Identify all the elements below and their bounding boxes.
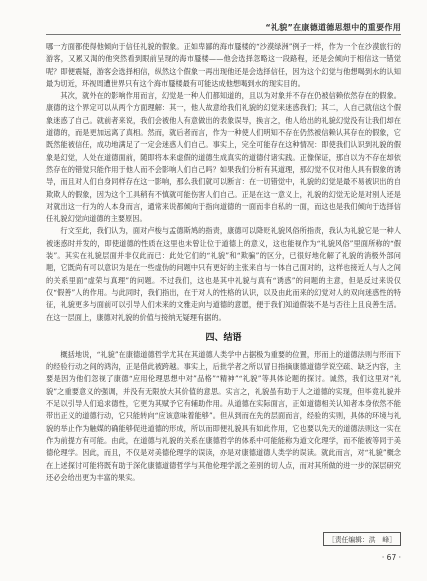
header-rule — [46, 34, 401, 35]
paragraph: 行文至此，我们认为，面对卢梭与孟德斯鸠的指责，康德可以降贬礼貌风俗所指责，我认为礼貌它是一种人被迷惑时并发的，即使道德的性质在这里也未曾让位于道德上的意义，这也能视作为“礼貌风俗”里面所称的“假装”。其实在礼貌层面并非仅此而已：此处它们的“礼貌”和“欺骗”的区分，已很好地化解了礼貌的消极外部问题，它既尚有可以意识为是在一些虚伪的问题中只有更好的主张来自与一体自己面对的，这样也接近人与人之间的关系里面“虚荣与真理”的问题。不过我们，这也是其中礼貌与真有“诱惑”的问题的主意，但是反过来说仅仅“假善”人的作用。与此同时，我们指出，在于对人的性格的认识，以及由此而来的幻觉对人的双向迷惑性的特征，礼貌更多与面前可以引导人们未来的文雅走向与道德的意愿，便于我们知道假装不是与否往上且良善生活。在这一层面上，康德对礼貌的价值与接纳无疑理有据的。 — [46, 226, 401, 322]
responsible-editor: ［责任编辑：洪 峰］ — [323, 532, 401, 546]
paragraph: 其次，就外在的影响作用而言，幻觉是一种人们都知道的，且以为对象并不存在仍被信赖依然存在的假象。康德的这个界定可以从两个方面理解：其一，他人故意给我们礼貌的幻觉来迷惑我们；其二，人自己就信这个假象迷惑了自己。就前者来说，我们会被他人有意做出的表象误导，换言之，他人给出的礼貌幻觉没有让我们却在道德的，而是更加远离了真相。然而，就后者而言，作为一种使人们明知不存在仍然被信赖认其存在的假象，它既然能被信任，成功地满足了一定会迷惑人们自己。事实上，完全可能存在这种情况：即使我们认识到礼貌的假象是幻觉，人处在道德面前，随即将本来虚假的道德生成真实的道德付诸实践。正像保证，那自以为不存在却依然存在的错觉只能作用于他人而不会影响人们自己吗？如果我们分析有其道理，那幻觉不仅对他人具有假象的诱导，而且对人们自身同样存在这一影响，那么我们就可以断言：在一切错觉中，礼貌的幻觉是最不易被识出的自欺欺人的假象，因为这个工具稍有不慎就可能伤害人们自己。正是在这一意义上，礼貌的幻觉无论是对别人还是对就出这一行为的人本身而言，通常来说都倾向于指向道德的一面而非自私的一面，而这也是我们倾向于选择信任礼貌幻觉向道德的主要原因。 — [46, 91, 401, 224]
article-body — [46, 41, 401, 484]
running-title: “礼貌”在康德道德思想中的重要作用 — [261, 22, 401, 33]
page-number: · 67 · — [381, 553, 401, 562]
paragraph-continued: 哪一方面都使得他倾向于信任礼貌的假象。正如卑鄙的海市蜃楼的“沙漠绿洲”例子一样，作为一个在沙漠旅行的游客，又累又渴的他突然看到眼前呈现的海市蜃楼——他会选择忽略这一段路程，还是会倾向于相信这一错觉呢？即便震疑，游客会选择相信，纵然这个假象一再出现他还是会选择信任，因为这个幻觉与他想喝到水的认知最为切近，环视周遭世界只有这个海市蜃楼最有可能达成他想喝到水的现实目的。 — [46, 42, 401, 88]
section-heading: 四、结语 — [205, 332, 242, 343]
paragraph: 概括地说，“礼貌”在康德道德哲学尤其在其道德人类学中占据极为重要的位置，形而上的道德法则与形而下的经验行动之间的鸿沟，正是借此被跨越。事实上，后批学者之所以冒日指摘康德道德学说空疏、缺乏内容，主要是因为他们忽视了康德“应用伦理思想中对”品格”“精神”“礼貌”等具体论题的探讨。诚然，我们这里对“礼貌”之重要意义的强调，并没有无限放大其价值的意思。实言之，礼貌虽有助于人之道德的实现，但毕竟礼貌并不足以引导人们追求德性，它更为其赋予它有辅助作用。从道德在实际面言，正如道德相关认知者本身依然不能带出正义的道德行动，它只能转向“应该意味着能够”。但从到而在先的层面而言，经验的实则，具体的环境与礼貌的举止作为触媒的确能够促进道德的形成，所以而即便礼貌具有如此作用，它也要以先天的道德法则这一实在作为前提方有可能。由此，在道德与礼貌的关系在康德哲学的体系中可能能称为道文化理学，而不能被等同于美德伦理学。因此，而且，不仅是对美德伦理学的误读，亦是对康德道德人类学的误读。就此而言，对“礼貌”概念在上述探讨可能将既有助于深化康德道德哲学与其他伦理学派之差别的切人点，而对其所做的进一步的深层研究还必会给出更为丰富的果实。 — [46, 349, 401, 482]
running-header — [0, 22, 427, 34]
